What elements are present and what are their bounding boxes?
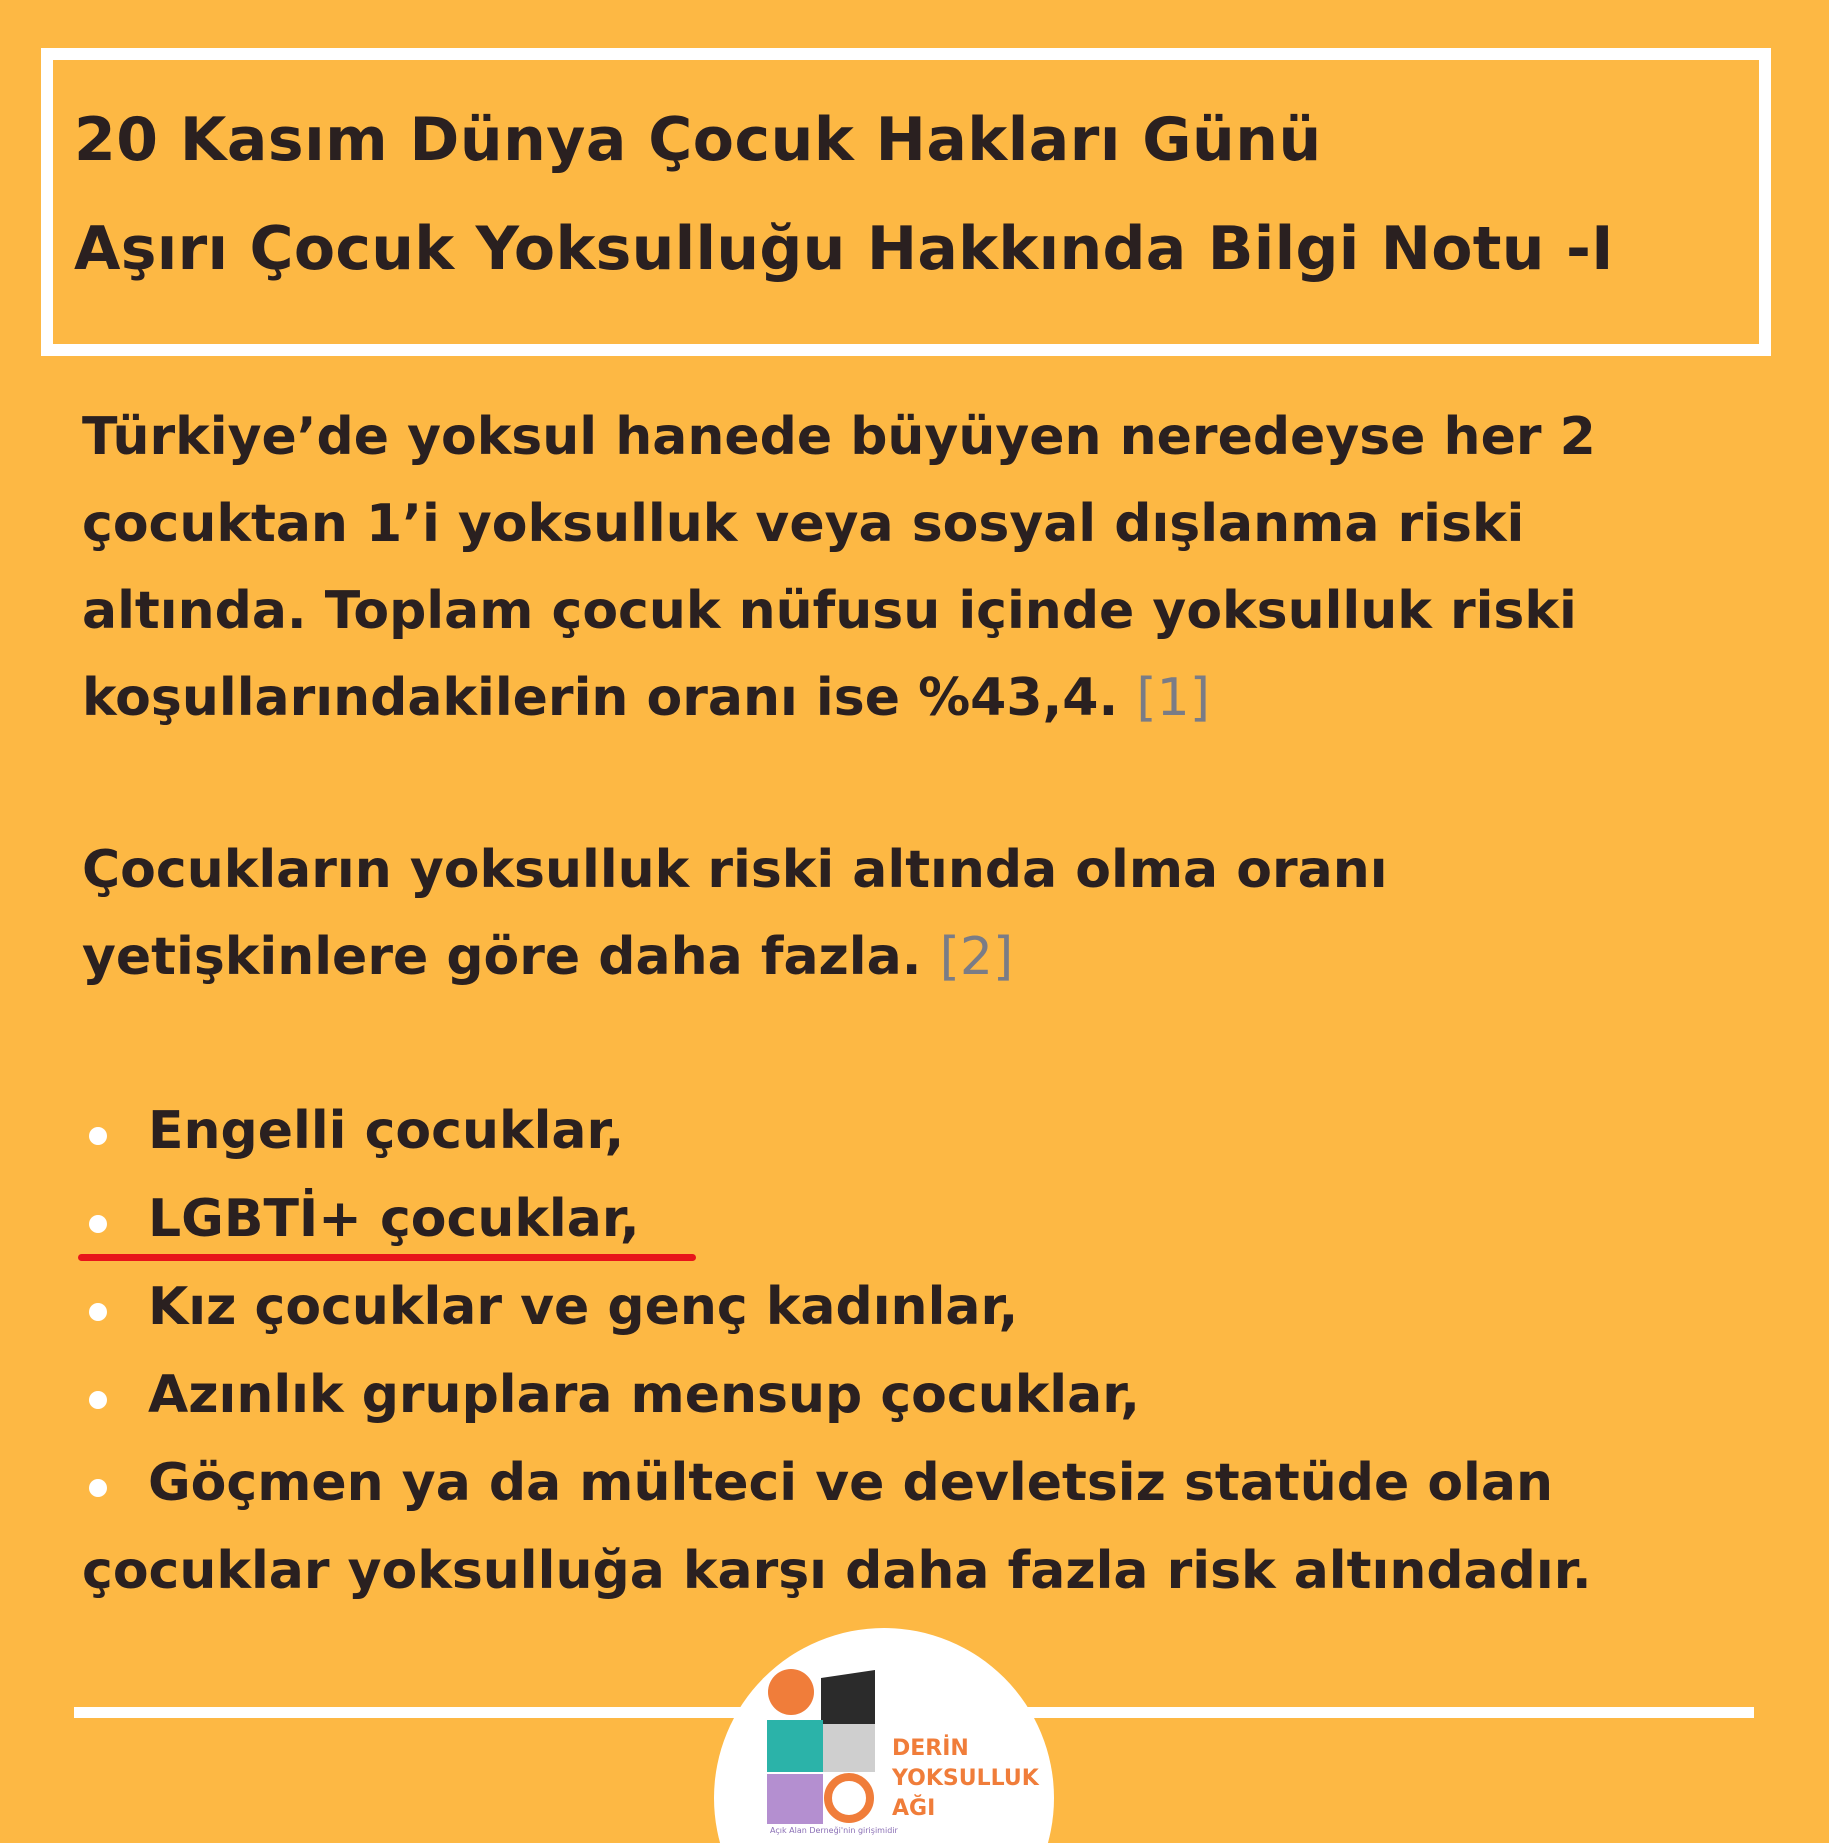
title-line-1: 20 Kasım Dünya Çocuk Hakları Günü: [74, 105, 1322, 175]
paragraph-2-line-2-text: yetişkinlere göre daha fazla.: [82, 927, 940, 987]
bullet-item-3: Kız çocuklar ve genç kadınlar,: [148, 1277, 1019, 1337]
reference-link-1[interactable]: [1]: [1136, 668, 1210, 728]
paragraph-1-line-3: altında. Toplam çocuk nüfusu içinde yoksulluk riski: [82, 581, 1577, 641]
paragraph-1-line-1: Türkiye’de yoksul hanede büyüyen neredeyse her 2: [82, 407, 1596, 467]
logo-name-line-1: DERİN: [892, 1736, 969, 1761]
bullet-item-1: Engelli çocuklar,: [148, 1101, 625, 1161]
logo-name-line-2: YOKSULLUK: [892, 1766, 1039, 1791]
paragraph-2-line-2: [82, 923, 1013, 991]
reference-link-2[interactable]: [2]: [939, 927, 1014, 987]
bullet-dot: [89, 1215, 107, 1233]
bullet-dot: [89, 1303, 107, 1321]
bullet-item-4: Azınlık gruplara mensup çocuklar,: [148, 1365, 1140, 1425]
bullet-item-2: LGBTİ+ çocuklar,: [148, 1189, 640, 1249]
paragraph-1-line-4: [82, 664, 1210, 732]
bullet-dot: [89, 1479, 107, 1497]
logo-tagline: Açık Alan Derneği'nin girişimidir: [770, 1826, 898, 1835]
highlight-underline: [78, 1254, 696, 1261]
paragraph-1-line-4-text: koşullarındakilerin oranı ise %43,4.: [82, 668, 1137, 728]
title-frame: [41, 48, 1771, 356]
title-line-2: Aşırı Çocuk Yoksulluğu Hakkında Bilgi Notu -I: [74, 214, 1614, 284]
paragraph-2-line-1: Çocukların yoksulluk riski altında olma oranı: [82, 840, 1388, 900]
bullet-item-5: Göçmen ya da mülteci ve devletsiz statüde olan: [148, 1453, 1553, 1513]
closing-line: çocuklar yoksulluğa karşı daha fazla risk altındadır.: [82, 1541, 1592, 1601]
derin-yoksulluk-agi-logo-icon: [765, 1668, 885, 1828]
bullet-dot: [89, 1391, 107, 1409]
bullet-dot: [89, 1127, 107, 1145]
logo-name-line-3: AĞI: [892, 1796, 936, 1821]
paragraph-1-line-2: çocuktan 1’i yoksulluk veya sosyal dışlanma riski: [82, 494, 1525, 554]
